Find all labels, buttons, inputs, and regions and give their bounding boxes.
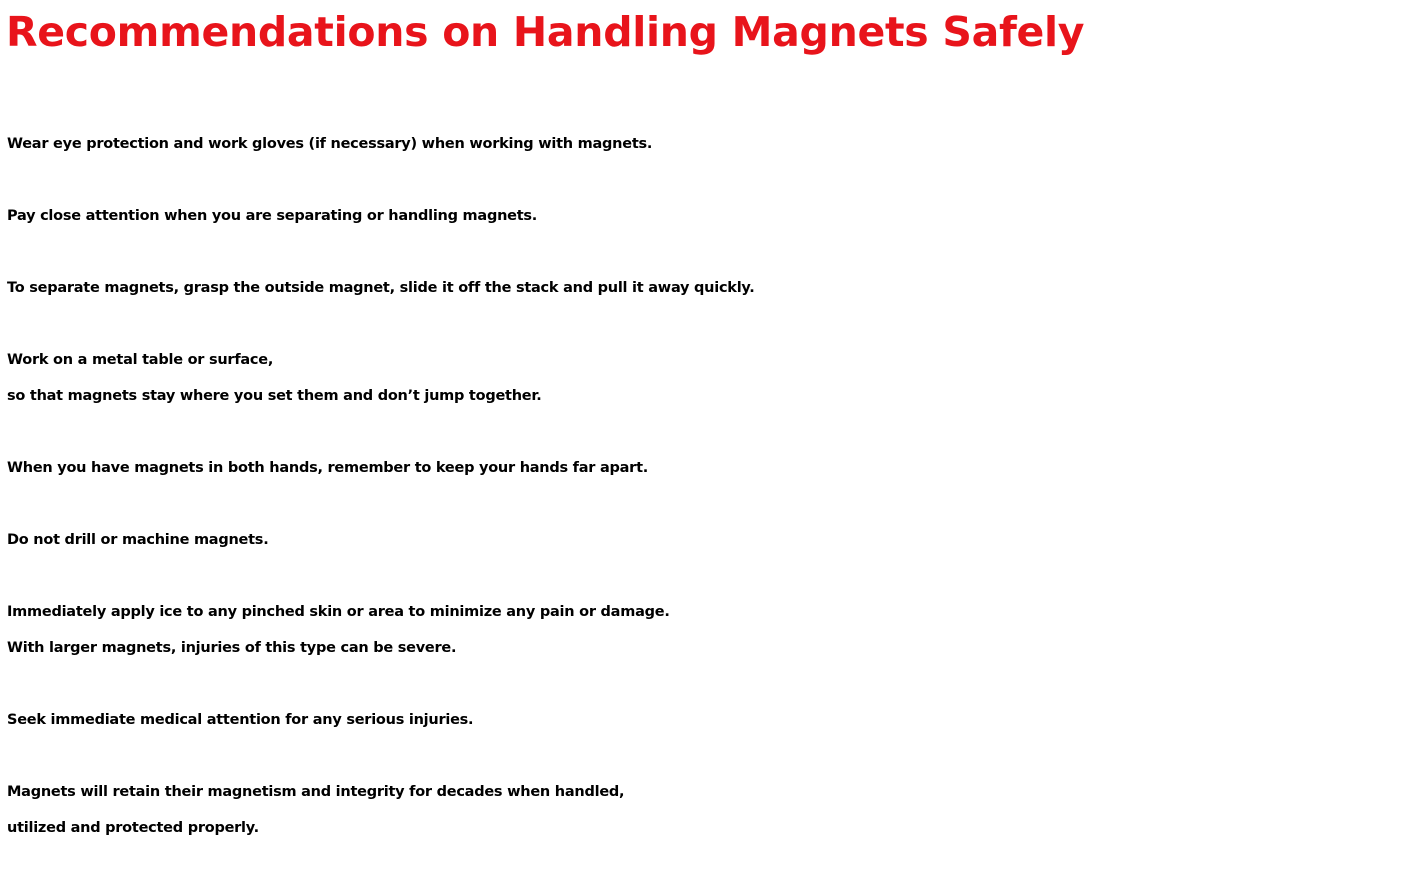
safety-tip [7,198,1417,234]
safety-tip [7,594,1417,666]
safety-tip [7,522,1417,558]
safety-tips-list [7,126,1417,882]
tip-text-line: To separate magnets, grasp the outside magnet, slide it off the stack and pull it away quickly. [7,280,755,296]
safety-tip [7,702,1417,738]
tip-text-line: Pay close attention when you are separating or handling magnets. [7,208,538,224]
safety-tip [7,774,1417,846]
tip-text-line: utilized and protected properly. [7,820,259,836]
safety-tip [7,126,1417,162]
tip-text-line: Immediately apply ice to any pinched skin or area to minimize any pain or damage. [7,604,670,620]
page-title: Recommendations on Handling Magnets Safely [6,8,1085,56]
tip-text-line: Do not drill or machine magnets. [7,532,269,548]
tip-text-line: so that magnets stay where you set them and don’t jump together. [7,388,542,404]
tip-text-line: With larger magnets, injuries of this type can be severe. [7,640,457,656]
safety-tip [7,342,1417,414]
tip-text-line: Work on a metal table or surface, [7,352,274,368]
tip-text-line: Wear eye protection and work gloves (if necessary) when working with magnets. [7,136,653,152]
safety-tip [7,450,1417,486]
tip-text-line: Seek immediate medical attention for any serious injuries. [7,712,474,728]
tip-text-line: When you have magnets in both hands, remember to keep your hands far apart. [7,460,649,476]
tip-text-line: Magnets will retain their magnetism and integrity for decades when handled, [7,784,625,800]
safety-tip [7,270,1417,306]
